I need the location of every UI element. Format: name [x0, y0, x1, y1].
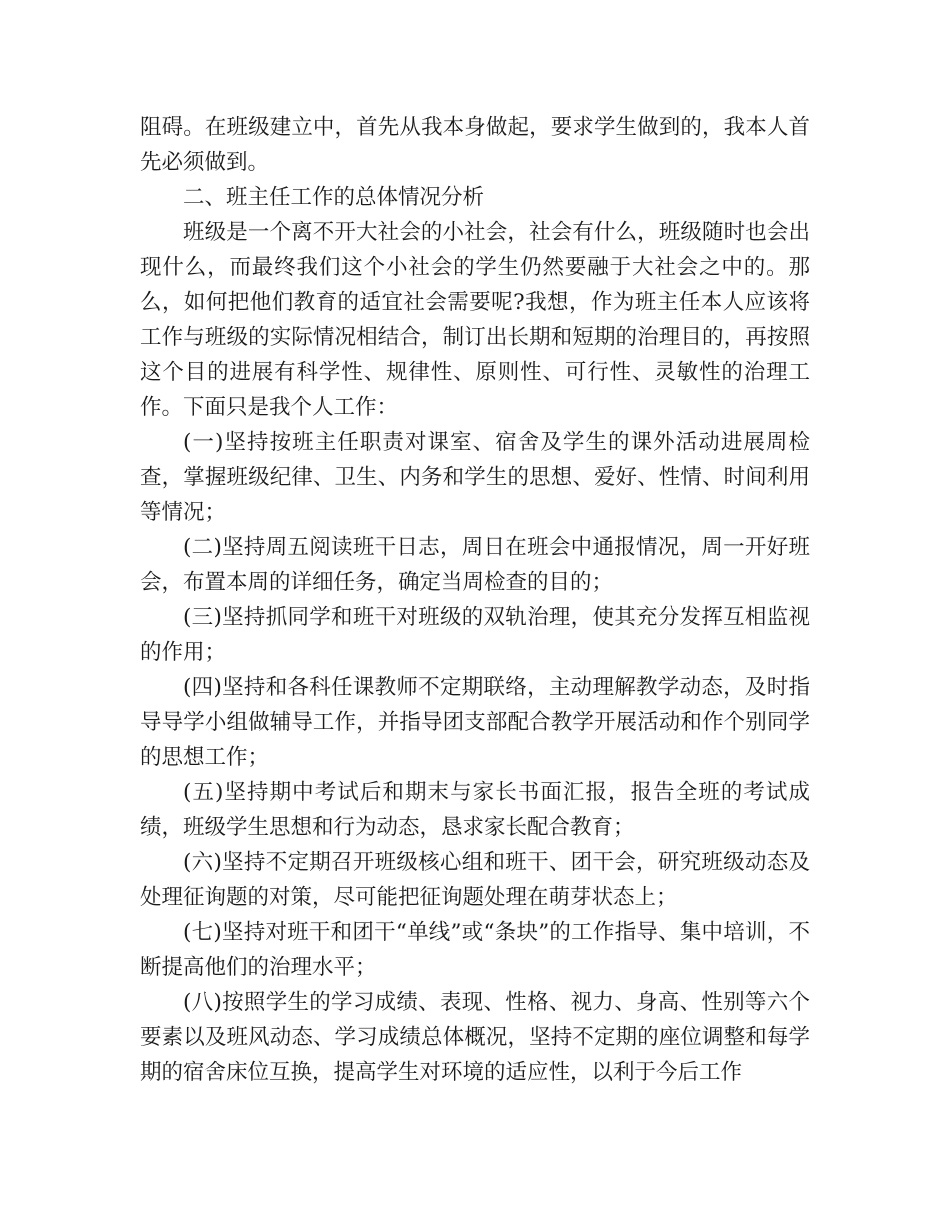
paragraph-continuation: 阻碍。在班级建立中，首先从我本身做起，要求学生做到的，我本人首先必须做到。 — [140, 115, 810, 175]
document-body — [140, 110, 810, 1090]
list-item-3: (三)坚持抓同学和班干对班级的双轨治理，使其充分发挥互相监视的作用； — [140, 605, 810, 665]
list-item-1: (一)坚持按班主任职责对课室、宿舍及学生的课外活动进展周检查，掌握班级纪律、卫生、内务和学生的思想、爱好、性情、时间利用等情况； — [140, 430, 810, 525]
paragraph-intro: 班级是一个离不开大社会的小社会，社会有什么，班级随时也会出现什么，而最终我们这个小社会的学生仍然要融于大社会之中的。那么，如何把他们教育的适宜社会需要呢?我想，作为班主任本人应该将工作与班级的实际情况相结合，制订出长期和短期的治理目的，再按照这个目的进展有科学性、规律性、原则性、可行性、灵敏性的治理工作。下面只是我个人工作： — [140, 220, 810, 420]
list-item-5: (五)坚持期中考试后和期末与家长书面汇报，报告全班的考试成绩，班级学生思想和行为动态，恳求家长配合教育； — [140, 780, 810, 840]
section-heading: 二、班主任工作的总体情况分析 — [183, 185, 485, 210]
list-item-6: (六)坚持不定期召开班级核心组和班干、团干会，研究班级动态及处理征询题的对策，尽可能把征询题处理在萌芽状态上； — [140, 850, 810, 910]
list-item-4: (四)坚持和各科任课教师不定期联络，主动理解教学动态，及时指导导学小组做辅导工作，并指导团支部配合教学开展活动和作个别同学的思想工作； — [140, 675, 810, 770]
list-item-8: (八)按照学生的学习成绩、表现、性格、视力、身高、性别等六个要素以及班风动态、学习成绩总体概况，坚持不定期的座位调整和每学期的宿舍床位互换，提高学生对环境的适应性，以利于今后工作 — [140, 990, 810, 1085]
list-item-2: (二)坚持周五阅读班干日志，周日在班会中通报情况，周一开好班会，布置本周的详细任务，确定当周检查的目的； — [140, 535, 810, 595]
list-item-7: (七)坚持对班干和团干“单线”或“条块”的工作指导、集中培训，不断提高他们的治理水平； — [140, 920, 810, 980]
